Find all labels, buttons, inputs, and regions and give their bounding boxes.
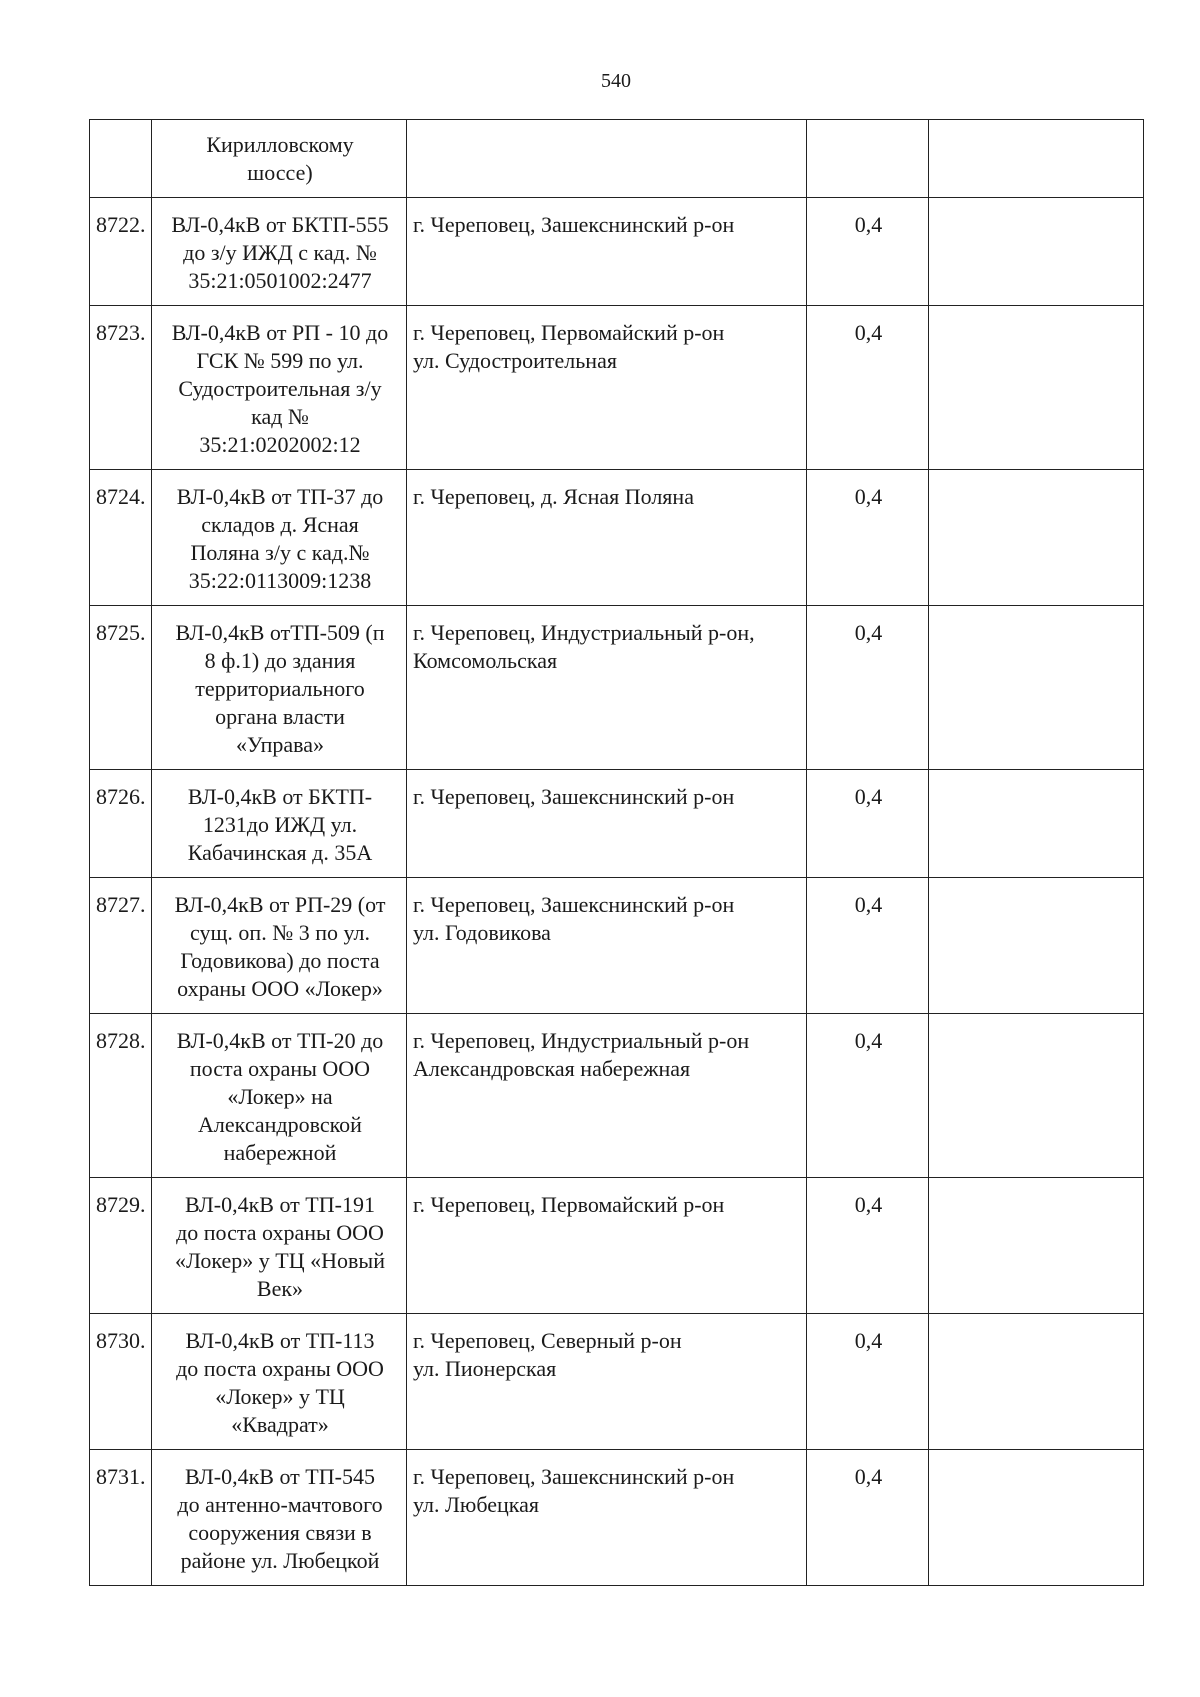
table-row bbox=[90, 470, 1144, 606]
extra-cell bbox=[929, 1014, 1144, 1178]
line-name-text: складов д. Ясная bbox=[201, 512, 359, 537]
row-number: 8724. bbox=[90, 470, 152, 606]
line-name-text: ГСК № 599 по ул. bbox=[196, 348, 364, 373]
address-text: ул. Любецкая bbox=[413, 1492, 540, 1517]
address-text: г. Череповец, Зашекснинский р-он bbox=[413, 1464, 735, 1489]
voltage-cell: 0,4 bbox=[807, 306, 929, 470]
voltage-cell: 0,4 bbox=[807, 606, 929, 770]
extra-cell bbox=[929, 470, 1144, 606]
line-name-text: Кабачинская д. 35А bbox=[187, 840, 373, 865]
line-name-text: сооружения связи в bbox=[188, 1520, 372, 1545]
row-number: 8730. bbox=[90, 1314, 152, 1450]
row-number bbox=[90, 120, 152, 198]
line-name-cell bbox=[152, 606, 407, 770]
extra-cell bbox=[929, 606, 1144, 770]
line-name-text: ВЛ-0,4кВ от ТП-545 bbox=[185, 1464, 375, 1489]
table-row bbox=[90, 1178, 1144, 1314]
row-number: 8722. bbox=[90, 198, 152, 306]
voltage-cell: 0,4 bbox=[807, 878, 929, 1014]
line-name-cell bbox=[152, 1178, 407, 1314]
line-name-cell bbox=[152, 1014, 407, 1178]
row-number: 8731. bbox=[90, 1450, 152, 1586]
line-name-text: Поляна з/у с кад.№ bbox=[190, 540, 370, 565]
extra-cell bbox=[929, 198, 1144, 306]
line-name-text: шоссе) bbox=[247, 160, 313, 185]
table-row bbox=[90, 1450, 1144, 1586]
voltage-cell: 0,4 bbox=[807, 770, 929, 878]
address-text: ул. Годовикова bbox=[413, 920, 551, 945]
extra-cell bbox=[929, 1450, 1144, 1586]
table-row bbox=[90, 120, 1144, 198]
address-text: г. Череповец, Первомайский р-он bbox=[413, 320, 725, 345]
line-name-cell bbox=[152, 306, 407, 470]
line-name-text: до з/у ИЖД с кад. № bbox=[183, 240, 377, 265]
address-text: г. Череповец, Первомайский р-он bbox=[413, 1192, 725, 1217]
line-name-cell bbox=[152, 470, 407, 606]
table-row bbox=[90, 770, 1144, 878]
line-name-text: охраны ООО «Локер» bbox=[177, 976, 383, 1001]
voltage-cell: 0,4 bbox=[807, 1014, 929, 1178]
line-name-text: Кирилловскому bbox=[206, 132, 354, 157]
extra-cell bbox=[929, 306, 1144, 470]
line-name-text: «Локер» у ТЦ bbox=[215, 1384, 345, 1409]
address-cell bbox=[407, 770, 807, 878]
voltage-cell: 0,4 bbox=[807, 1450, 929, 1586]
address-text: ул. Судостроительная bbox=[413, 348, 617, 373]
voltage-cell: 0,4 bbox=[807, 198, 929, 306]
extra-cell bbox=[929, 120, 1144, 198]
line-name-text: ВЛ-0,4кВ от БКТП- bbox=[187, 784, 373, 809]
line-name-text: набережной bbox=[223, 1140, 337, 1165]
address-cell bbox=[407, 1314, 807, 1450]
line-name-text: «Квадрат» bbox=[231, 1412, 329, 1437]
voltage-cell: 0,4 bbox=[807, 470, 929, 606]
line-name-text: ВЛ-0,4кВ от БКТП-555 bbox=[171, 212, 389, 237]
row-number: 8728. bbox=[90, 1014, 152, 1178]
line-name-text: до антенно-мачтового bbox=[177, 1492, 383, 1517]
registry-table-body bbox=[90, 120, 1144, 1586]
table-row bbox=[90, 198, 1144, 306]
line-name-cell bbox=[152, 198, 407, 306]
line-name-text: Александровской bbox=[198, 1112, 362, 1137]
address-text: г. Череповец, Зашекснинский р-он bbox=[413, 892, 735, 917]
address-text: г. Череповец, Индустриальный р-он, bbox=[413, 620, 755, 645]
line-name-text: ВЛ-0,4кВ от РП - 10 до bbox=[171, 320, 389, 345]
line-name-text: территориального bbox=[195, 676, 365, 701]
address-cell bbox=[407, 878, 807, 1014]
line-name-text: «Управа» bbox=[235, 732, 325, 757]
address-cell bbox=[407, 1178, 807, 1314]
voltage-cell: 0,4 bbox=[807, 1178, 929, 1314]
row-number: 8725. bbox=[90, 606, 152, 770]
line-name-cell bbox=[152, 878, 407, 1014]
address-text: г. Череповец, Индустриальный р-он bbox=[413, 1028, 750, 1053]
line-name-text: 35:22:0113009:1238 bbox=[188, 568, 372, 593]
extra-cell bbox=[929, 878, 1144, 1014]
page-number: 540 bbox=[601, 70, 631, 92]
row-number: 8726. bbox=[90, 770, 152, 878]
address-text: Александровская набережная bbox=[413, 1056, 691, 1081]
address-cell bbox=[407, 1450, 807, 1586]
line-name-cell bbox=[152, 1450, 407, 1586]
address-cell bbox=[407, 1014, 807, 1178]
address-cell bbox=[407, 606, 807, 770]
line-name-text: ВЛ-0,4кВ отТП-509 (п bbox=[175, 620, 385, 645]
row-number: 8727. bbox=[90, 878, 152, 1014]
line-name-text: ВЛ-0,4кВ от ТП-20 до bbox=[176, 1028, 384, 1053]
line-name-text: до поста охраны ООО bbox=[176, 1356, 384, 1381]
address-cell bbox=[407, 306, 807, 470]
line-name-text: поста охраны ООО bbox=[189, 1056, 371, 1081]
voltage-cell bbox=[807, 120, 929, 198]
voltage-cell: 0,4 bbox=[807, 1314, 929, 1450]
line-name-text: ВЛ-0,4кВ от ТП-113 bbox=[185, 1328, 375, 1353]
address-text: г. Череповец, Зашекснинский р-он bbox=[413, 212, 735, 237]
row-number: 8723. bbox=[90, 306, 152, 470]
table-row bbox=[90, 878, 1144, 1014]
extra-cell bbox=[929, 770, 1144, 878]
line-name-text: сущ. оп. № 3 по ул. bbox=[190, 920, 370, 945]
line-name-cell bbox=[152, 770, 407, 878]
address-text: г. Череповец, Северный р-он bbox=[413, 1328, 682, 1353]
line-name-text: районе ул. Любецкой bbox=[180, 1548, 380, 1573]
table-row bbox=[90, 1314, 1144, 1450]
line-name-text: ВЛ-0,4кВ от РП-29 (от bbox=[174, 892, 386, 917]
extra-cell bbox=[929, 1178, 1144, 1314]
address-cell bbox=[407, 198, 807, 306]
line-name-text: «Локер» на bbox=[227, 1084, 333, 1109]
address-text: г. Череповец, Зашекснинский р-он bbox=[413, 784, 735, 809]
address-cell bbox=[407, 470, 807, 606]
line-name-text: 8 ф.1) до здания bbox=[204, 648, 356, 673]
address-text: Комсомольская bbox=[413, 648, 558, 673]
extra-cell bbox=[929, 1314, 1144, 1450]
table-row bbox=[90, 1014, 1144, 1178]
line-name-text: Век» bbox=[256, 1276, 304, 1301]
address-text: ул. Пионерская bbox=[413, 1356, 557, 1381]
line-name-text: до поста охраны ООО bbox=[176, 1220, 384, 1245]
table-row bbox=[90, 606, 1144, 770]
line-name-cell bbox=[152, 120, 407, 198]
line-name-text: «Локер» у ТЦ «Новый bbox=[175, 1248, 385, 1273]
line-name-text: Судостроительная з/у bbox=[178, 376, 382, 401]
line-name-text: ВЛ-0,4кВ от ТП-191 bbox=[185, 1192, 375, 1217]
line-name-text: 35:21:0202002:12 bbox=[199, 432, 361, 457]
table-row bbox=[90, 306, 1144, 470]
line-name-text: 1231до ИЖД ул. bbox=[202, 812, 358, 837]
line-name-cell bbox=[152, 1314, 407, 1450]
line-name-text: органа власти bbox=[215, 704, 345, 729]
line-name-text: 35:21:0501002:2477 bbox=[188, 268, 372, 293]
row-number: 8729. bbox=[90, 1178, 152, 1314]
address-cell bbox=[407, 120, 807, 198]
line-name-text: Годовикова) до поста bbox=[180, 948, 380, 973]
line-name-text: кад № bbox=[251, 404, 309, 429]
registry-table bbox=[89, 119, 1144, 1586]
line-name-text: ВЛ-0,4кВ от ТП-37 до bbox=[176, 484, 384, 509]
address-text: г. Череповец, д. Ясная Поляна bbox=[413, 484, 694, 509]
